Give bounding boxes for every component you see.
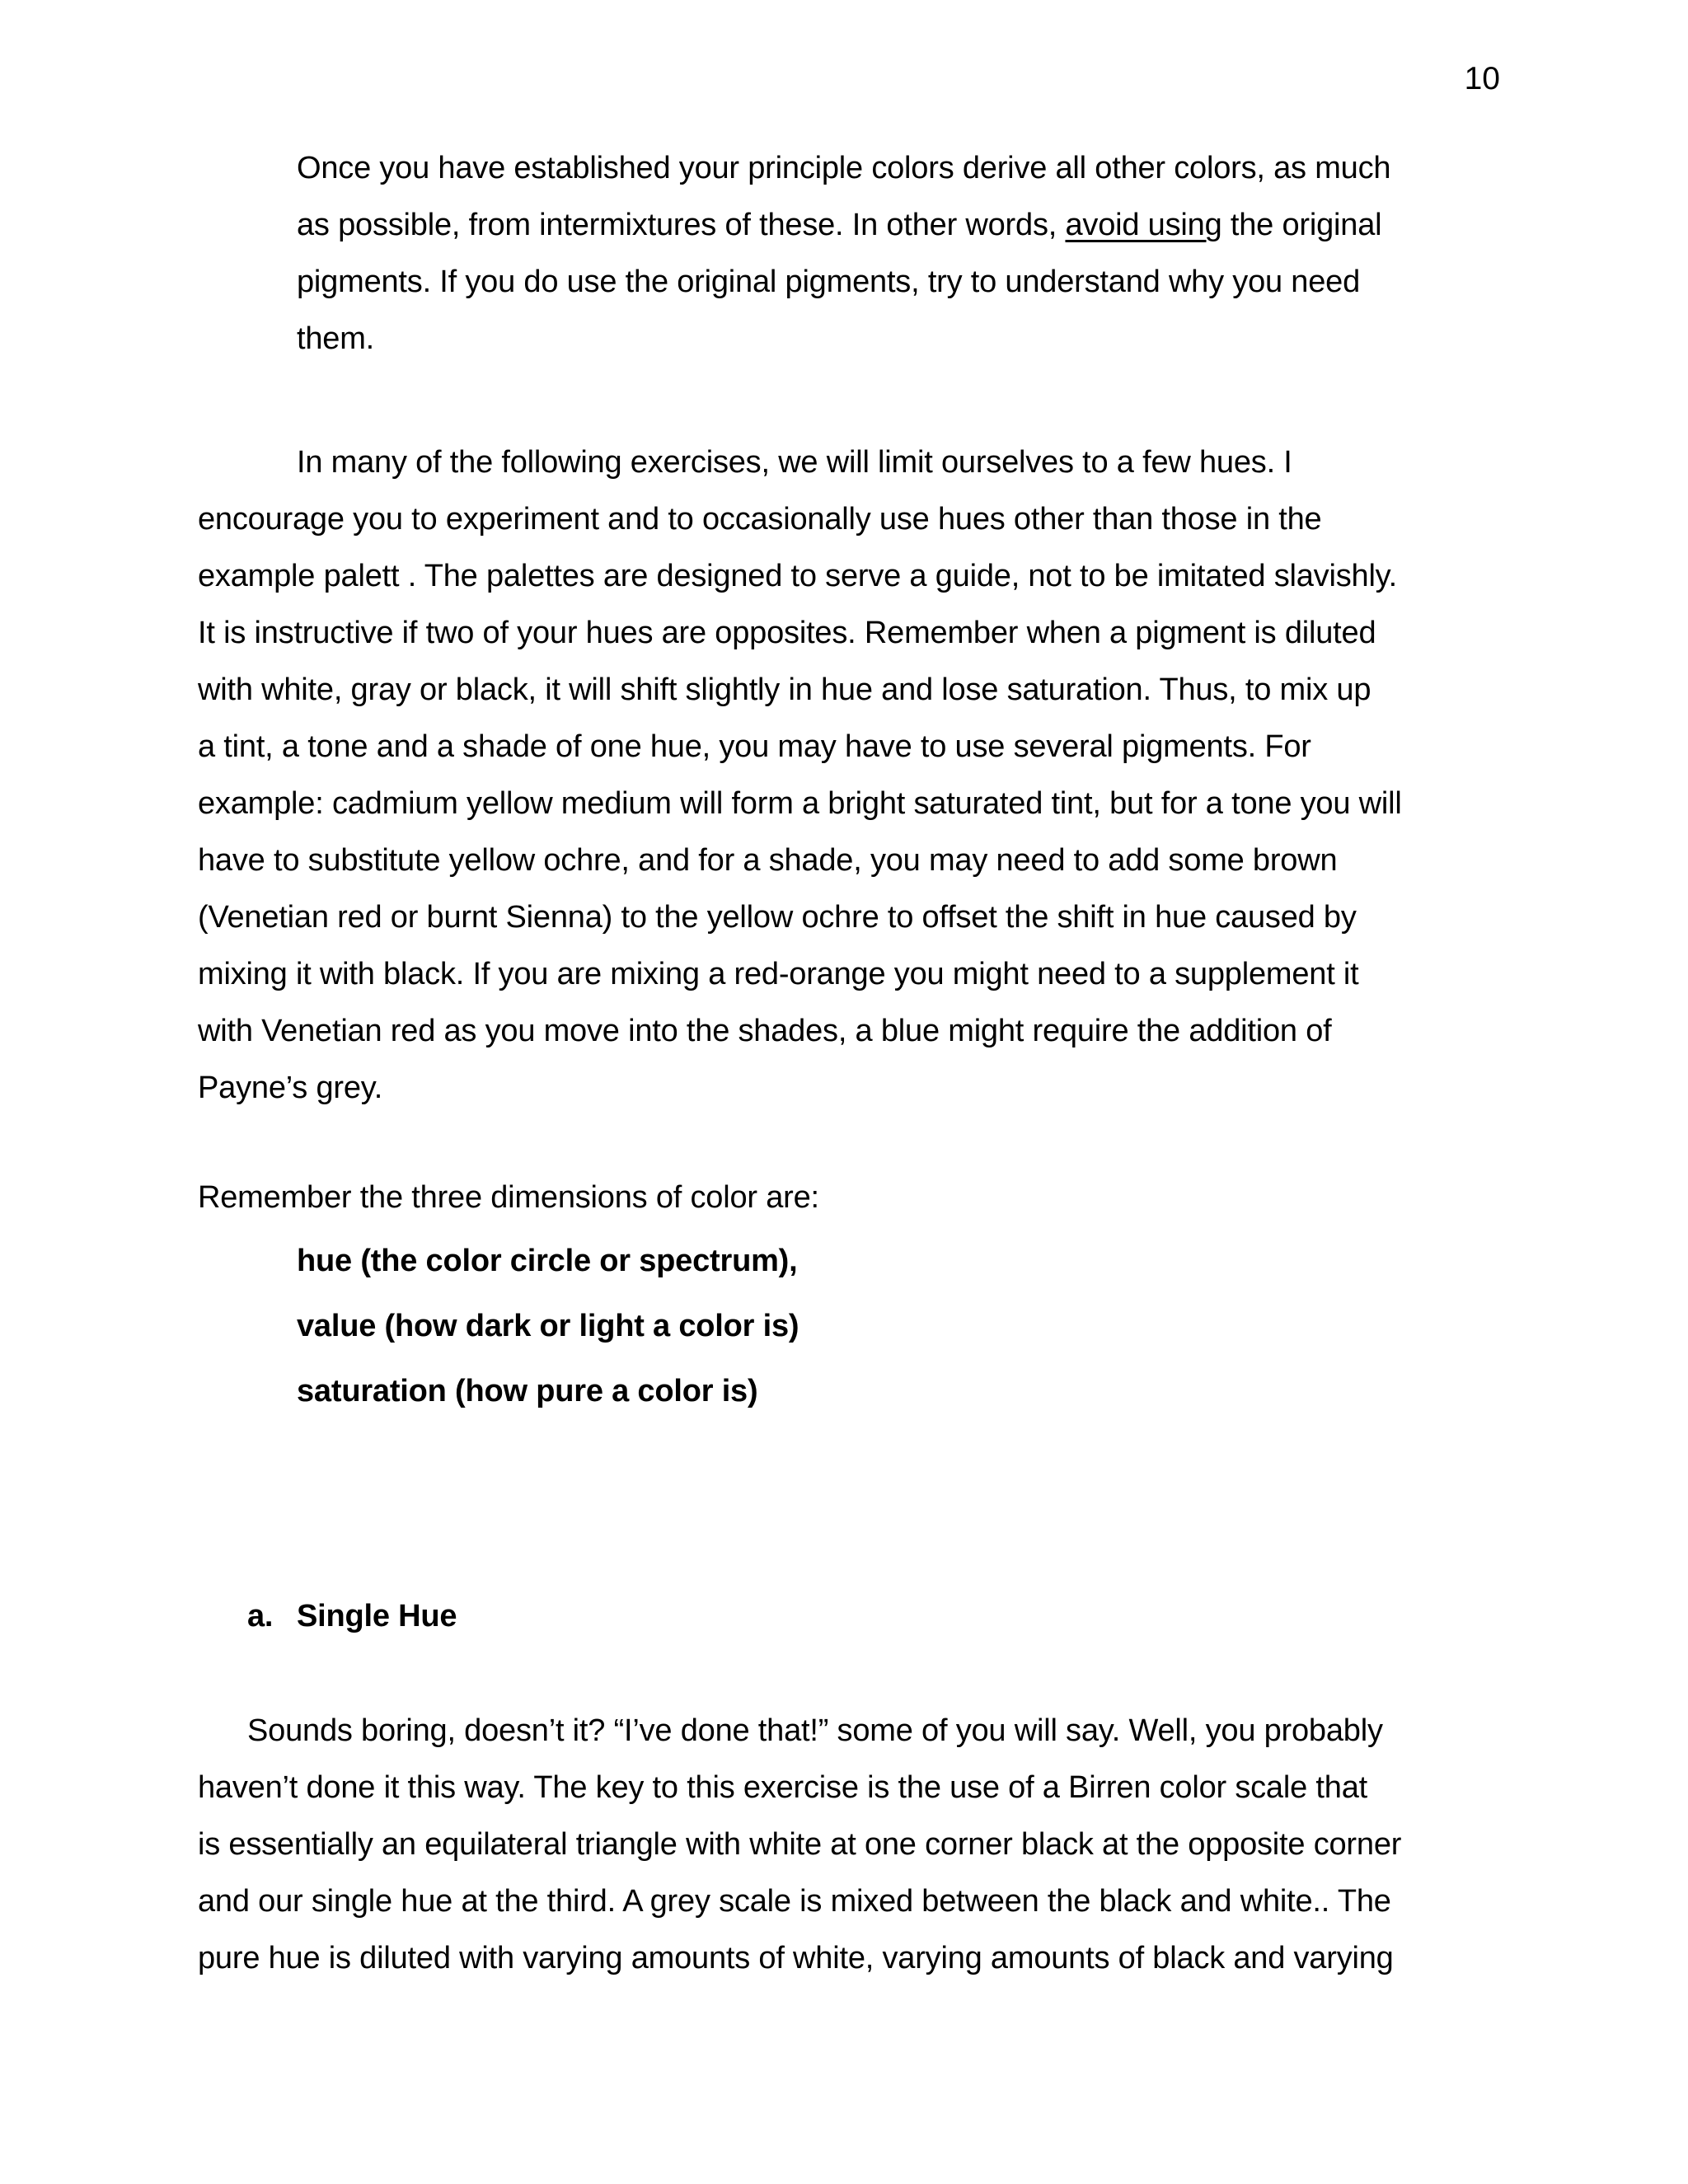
paragraph-line: a tint, a tone and a shade of one hue, you may have to use several pigments. For (198, 729, 1311, 764)
page-number: 10 (1464, 61, 1500, 96)
note-line: pigments. If you do use the original pigments, try to understand why you need (297, 265, 1361, 299)
paragraph-line: example: cadmium yellow medium will form a bright saturated tint, but for a tone you will (198, 786, 1402, 821)
paragraph-line: and our single hue at the third. A grey scale is mixed between the black and white.. The (198, 1884, 1391, 1919)
indented-note (297, 140, 1484, 368)
paragraph-line: example palett . The palettes are designed to serve a guide, not to be imitated slavishly. (198, 559, 1398, 593)
paragraph-line: is essentially an equilateral triangle with white at one corner black at the opposite corner (198, 1827, 1402, 1862)
paragraph-line: (Venetian red or burnt Sienna) to the yellow ochre to offset the shift in hue caused by (198, 900, 1357, 935)
paragraph-line: with Venetian red as you move into the shades, a blue might require the addition of (198, 1014, 1332, 1048)
paragraph-line: mixing it with black. If you are mixing a red-orange you might need to a supplement it (198, 957, 1359, 991)
paragraph-line: encourage you to experiment and to occasionally use hues other than those in the (198, 502, 1322, 537)
paragraph-exercises (198, 434, 1500, 1117)
paragraph-line: In many of the following exercises, we will limit ourselves to a few hues. I (297, 445, 1292, 480)
note-line: as possible, from intermixtures of these. In other words, avoid using the original (297, 208, 1382, 242)
note-line: them. (297, 321, 375, 356)
color-dimensions-list (297, 1229, 799, 1424)
dimension-saturation: saturation (how pure a color is) (297, 1374, 758, 1408)
section-heading (247, 1588, 457, 1645)
paragraph-line: Sounds boring, doesn’t it? “I’ve done that!” some of you will say. Well, you probably (247, 1713, 1383, 1748)
dimension-hue: hue (the color circle or spectrum), (297, 1244, 798, 1278)
dimension-value: value (how dark or light a color is) (297, 1309, 799, 1343)
section-title: Single Hue (297, 1599, 457, 1633)
remember-line: Remember the three dimensions of color are: (198, 1180, 819, 1215)
paragraph-line: Payne’s grey. (198, 1071, 383, 1105)
paragraph-line: It is instructive if two of your hues are opposites. Remember when a pigment is diluted (198, 616, 1376, 650)
note-line: Once you have established your principle colors derive all other colors, as much (297, 151, 1391, 185)
underlined-phrase: avoid using (1065, 208, 1222, 242)
paragraph-line: have to substitute yellow ochre, and for a shade, you may need to add some brown (198, 843, 1338, 878)
paragraph-line: haven’t done it this way. The key to this exercise is the use of a Birren color scale that (198, 1770, 1367, 1805)
paragraph-line: pure hue is diluted with varying amounts of white, varying amounts of black and varying (198, 1941, 1394, 1975)
paragraph-single-hue (198, 1703, 1401, 1987)
section-marker: a. (247, 1599, 274, 1633)
paragraph-line: with white, gray or black, it will shift slightly in hue and lose saturation. Thus, to mix up (198, 673, 1372, 707)
